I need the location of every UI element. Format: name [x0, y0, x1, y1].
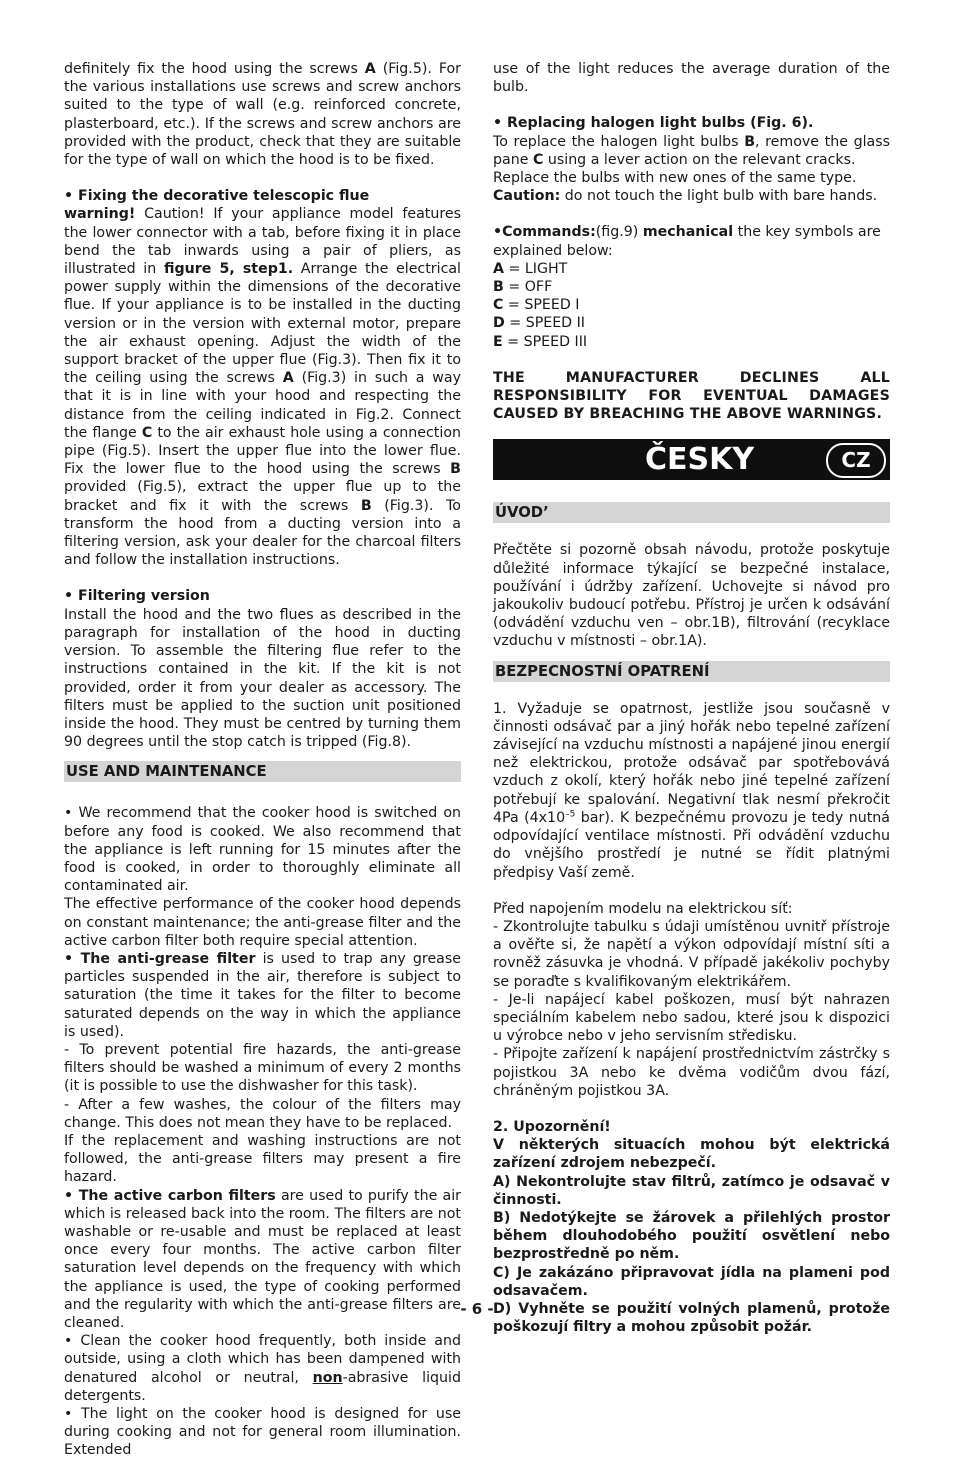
section-heading-intro: ÚVOD’	[493, 502, 890, 523]
language-banner	[493, 439, 890, 480]
section-heading-safety: BEZPECNOSTNÍ OPATRENÍ	[493, 661, 890, 682]
heading-decorative-flue: • Fixing the decorative telescopic flue	[64, 188, 370, 205]
paragraph-intro: Přečtěte si pozorně obsah návodu, protože poskytuje důležité informace týkající se bezpečné instalace, používání i údržby zařízení. Uchovejte si návod pro jakoukoliv budoucí potřebu. Přístroj je určen k odsávání (odvádění vzduchu ven – obr.1B), filtrování (recyklace vzduchu v místnosti – obr.1A).	[493, 542, 890, 650]
paragraph-fixing-screws: definitely fix the hood using the screws A (Fig.5). For the various installations use screws and screw anchors suited to the type of wall (e.g. reinforced concrete, plasterboard, etc.). If the screws and screw anchors are provided with the product, check that they are suitable for the type of wall on which the hood is to be fixed.	[64, 61, 461, 169]
language-code-badge: CZ	[826, 443, 886, 478]
warning-a: A) Nekontrolujte stav filtrů, zatímco je odsavač v činnosti.	[493, 1173, 890, 1208]
paragraph-commands: •Commands:(fig.9) mechanical the key symbols are explained below:	[493, 224, 881, 259]
paragraph-check-label: - Zkontrolujte tabulku s údaji umístěnou uvnitř přístroje a ověřte si, že napětí a výkon odpovídají místní síti a rovněž zásuvka je vhodná. V případě jakékoliv pochyby se poraďte s kvalifikovaným elektrikářem.	[493, 918, 890, 990]
paragraph-cleaning: • Clean the cooker hood frequently, both inside and outside, using a cloth which has been dampened with denatured alcohol or neutral, non-abrasive liquid detergents.	[64, 1333, 461, 1404]
paragraph-light-duration: use of the light reduces the average duration of the bulb.	[493, 61, 890, 96]
page-number: - 6 -	[460, 1300, 494, 1318]
paragraph-filtering-version: Install the hood and the two flues as described in the paragraph for installation of the hood in ducting version. To assemble the filtering flue refer to the instructions contained in the kit. If the kit is not provided, order it from your dealer as accessory. The filters must be applied to the suction unit positioned inside the hood. They must be centred by turning them 90 degrees until the stop catch is tripped (Fig.8).	[64, 606, 461, 751]
right-column	[493, 60, 890, 1336]
command-key-e: E = SPEED III	[493, 333, 588, 350]
command-key-a: A = LIGHT	[493, 260, 568, 277]
paragraph-safety-1: 1. Vyžaduje se opatrnost, jestliže jsou současně v činnosti odsávač par a jiný hořák nebo tepelné zařízení závisející na vzduchu místnosti a napájené jinou energií než elektrickou, protože odsávač par spotřebovává vzduch z okolí, který hořák nebo jiné tepelné zařízení potřebují ke spalování. Negativní tlak nesmí překročit 4Pa ($4x10^{-5}$ bar). K bezpečnému provozu je tedy nutná odpovídající ventilace místnosti. Při odvádění vzduchu do vnějšího prostředí je nutné se řídit platnými předpisy Vaší země.	[493, 700, 890, 881]
paragraph-carbon-filters: • The active carbon filters are used to purify the air which is released back into the room. The filters are not washable or re-usable and must be replaced at least once every four months. The active carbon filter saturation level depends on the frequency with which the appliance is used, the type of cooking performed and the regularity with which the anti-grease filters are cleaned.	[64, 1187, 461, 1331]
paragraph-fuse: - Připojte zařízení k napájení prostřednictvím zástrčky s pojistkou 3A nebo ke dvěma vodičům dvou fází, chráněným pojistkou 3A.	[493, 1046, 890, 1099]
paragraph-maintenance: The effective performance of the cooker hood depends on constant maintenance; the anti-grease filter and the active carbon filter both require special attention.	[64, 896, 461, 949]
warning-electrical: V některých situacích mohou být elektrická zařízení zdrojem nebezpečí.	[493, 1137, 890, 1172]
warning-c: C) Je zakázáno připravovat jídla na plameni pod odsavačem.	[493, 1264, 890, 1299]
paragraph-halogen-caution: Caution: do not touch the light bulb with bare hands.	[493, 188, 878, 205]
heading-halogen-bulbs: • Replacing halogen light bulbs (Fig. 6).	[493, 115, 814, 132]
paragraph-anti-grease: • The anti-grease filter is used to trap any grease particles suspended in the air, therefore is subject to saturation (the time it takes for the filter to become saturated depends on the way in which the appliance is used).	[64, 950, 462, 1040]
command-key-d: D = SPEED II	[493, 315, 585, 332]
paragraph-switch-on: • We recommend that the cooker hood is switched on before any food is cooked. We also recommend that the appliance is left running for 15 minutes after the food is cooked, in order to thoroughly eliminate all contaminated air.	[64, 805, 461, 895]
warning-d: D) Vyhněte se použití volných plamenů, protože poškozují filtry a mohou způsobit požár.	[493, 1300, 890, 1336]
section-heading-use-maintenance: USE AND MAINTENANCE	[64, 761, 461, 782]
paragraph-before-connecting: Před napojením modelu na elektrickou síť:	[493, 900, 793, 917]
warning-heading: 2. Upozornění!	[493, 1118, 611, 1135]
paragraph-fire-hazard: - To prevent potential fire hazards, the anti-grease filters should be washed a minimum of every 2 months (it is possible to use the dishwasher for this task).	[64, 1041, 461, 1095]
paragraph-cable-damaged: - Je-li napájecí kabel poškozen, musí být nahrazen speciálním kabelem nebo sadou, které jsou k dispozici u výrobce nebo v jeho servisním středisku.	[493, 991, 890, 1045]
paragraph-colour-change: - After a few washes, the colour of the filters may change. This does not mean they have to be replaced.	[64, 1096, 461, 1131]
paragraph-halogen-replace: To replace the halogen light bulbs B, remove the glass pane C using a lever action on the relevant cracks.	[493, 133, 890, 168]
paragraph-replacement-warning: If the replacement and washing instructions are not followed, the anti-grease filters may present a fire hazard.	[64, 1132, 461, 1186]
paragraph-light-use: • The light on the cooker hood is designed for use during cooking and not for general room illumination. Extended	[64, 1406, 461, 1459]
command-key-b: B = OFF	[493, 279, 553, 296]
paragraph-decorative-flue: warning! Caution! If your appliance model features the lower connector with a tab, before fixing it in place bend the tab inwards using a pair of pliers, as illustrated in figure 5, step1. Arrange the electrical power supply within the dimensions of the decorative flue. If your appliance is to be installed in the ducting version or in the version with external motor, prepare the air exhaust opening. Adjust the width of the support bracket of the upper flue (Fig.3). Then fix it to the ceiling using the screws A (Fig.3) in such a way that it is in line with your hood and respecting the distance from the ceiling indicated in Fig.2. Connect the flange C to the air exhaust hole using a connection pipe (Fig.5). Insert the upper flue into the lower flue. Fix the lower flue to the hood using the screws B provided (Fig.5), extract the upper flue up to the bracket and fix it with the screws B (Fig.3). To transform the hood from a ducting version into a filtering version, ask your dealer for the charcoal filters and follow the installation instructions.	[64, 206, 462, 569]
manufacturer-disclaimer: THE MANUFACTURER DECLINES ALL RESPONSIBILITY FOR EVENTUAL DAMAGES CAUSED BY BREACHING THE ABOVE WARNINGS.	[493, 369, 890, 423]
warning-b: B) Nedotýkejte se žárovek a přilehlých prostor během dlouhodobého použití osvětlení nebo bezprostředně po něm.	[493, 1209, 890, 1263]
command-key-c: C = SPEED I	[493, 297, 580, 314]
paragraph-halogen-same-type: Replace the bulbs with new ones of the same type.	[493, 170, 857, 187]
heading-filtering-version: • Filtering version	[64, 588, 210, 605]
language-title: ČESKY	[645, 442, 755, 478]
left-column	[64, 60, 461, 1460]
